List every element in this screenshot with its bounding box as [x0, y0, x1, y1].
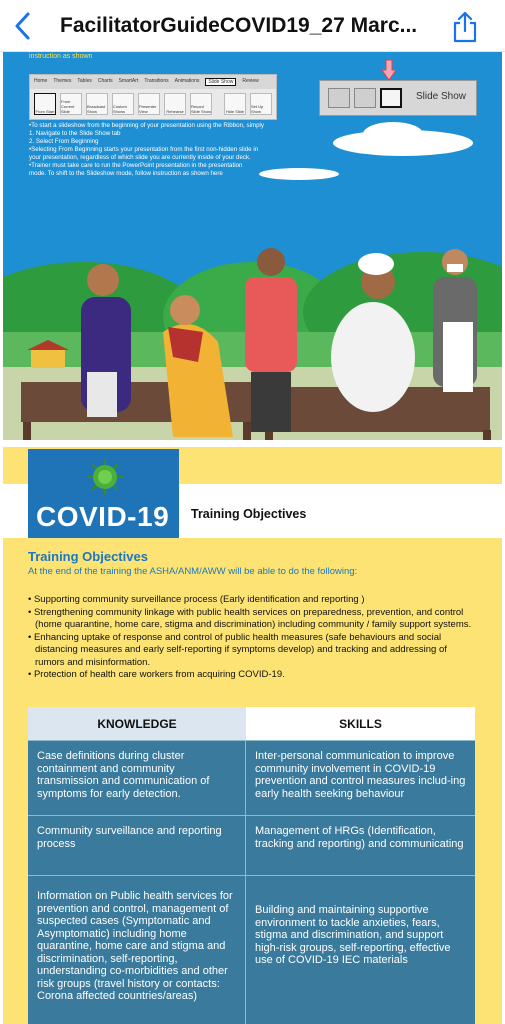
list-item: • Strengthening community linkage with public health services on preparedness, prevention, and control (home quarantine, home care, stigma and discrimination) including community / family support systems. [28, 606, 472, 630]
instruction-line: •Selecting From Beginning starts your presentation from the first non-hidden slide in [29, 146, 259, 153]
knowledge-skills-table [28, 707, 475, 1024]
instruction-line: 2. Select From Beginning [29, 138, 99, 145]
instruction-line: •Trainer must take care to run the PowerPoint presentation in the presentation [29, 162, 243, 169]
objectives-list [28, 594, 478, 682]
table-cell: Information on Public health services for prevention and control, management of suspected cases (Symptomatic and Asymptomatic) including home quarantine, home care and stigma and discrimination, self-reporting, understanding co-morbidities and other risk groups (travel history or contacts: Corona affected countries/areas) [28, 876, 246, 1024]
objectives-heading: Training Objectives [28, 549, 148, 564]
down-arrow-icon [382, 60, 396, 80]
cloud [363, 122, 423, 146]
ribbon-tab: Tables [77, 78, 92, 84]
instruction-line: mode. To shift to the Slideshow mode, follow instruction as shown here [29, 170, 223, 177]
slide-cutoff-text: instruction as shown [29, 53, 93, 60]
ribbon-tab: Home [34, 78, 48, 84]
ribbon-tab: Transitions [144, 78, 169, 84]
covid-logo [28, 449, 179, 538]
slide-slideshow-instructions [3, 52, 502, 440]
virus-icon [85, 457, 125, 497]
ribbon-tabs [30, 75, 276, 89]
table-row [28, 815, 475, 875]
back-button[interactable] [8, 10, 38, 42]
ribbon-hide-slide: Hide Slide [224, 93, 246, 115]
ribbon-from-start: From Start [34, 93, 56, 115]
slideshow-label: Slide Show [416, 91, 467, 102]
instruction-line: your presentation, regardless of which slide you are currently inside of your deck. [29, 154, 251, 161]
ribbon-presenter-view: Presenter View [138, 93, 160, 115]
village-illustration [3, 202, 502, 440]
share-button[interactable] [449, 10, 481, 44]
band-title: Training Objectives [191, 507, 307, 521]
ribbon-set-up-show: Set Up Show [250, 93, 272, 115]
table-cell: Management of HRGs (Identification, tracking and reporting) and communicating [255, 825, 464, 850]
ribbon-tab-slide-show: Slide Show [205, 78, 236, 86]
instructions [29, 122, 289, 178]
ribbon-custom-shows: Custom Shows [112, 93, 134, 115]
table-row [28, 740, 475, 815]
band-left [3, 484, 28, 538]
share-icon [452, 11, 478, 43]
document-title: FacilitatorGuideCOVID19_27 Marc... [60, 14, 418, 37]
ribbon-from-current: From Current Slide [60, 93, 82, 115]
ribbon-tab: Themes [53, 78, 72, 84]
list-item: • Supporting community surveillance process (Early identification and reporting ) [28, 594, 365, 605]
normal-view-icon [328, 88, 350, 108]
ribbon-tab: Charts [97, 78, 113, 84]
top-bar [0, 0, 505, 52]
table-row [28, 875, 475, 1024]
cloud [259, 168, 339, 180]
ribbon-tab: Review [242, 78, 259, 84]
ribbon-tab: SmartArt [118, 78, 139, 84]
ribbon-tab: Animations [174, 78, 200, 84]
sorter-view-icon [354, 88, 376, 108]
ribbon-record: Record Slide Show [190, 93, 212, 115]
column-header-skills: SKILLS [246, 707, 475, 740]
instruction-line: 1. Navigate to the Slide Show tab [29, 130, 121, 137]
covid-logo-text: COVID-19 [36, 501, 170, 532]
objectives-intro: At the end of the training the ASHA/ANM/AWW will be able to do the following: [28, 566, 358, 577]
ribbon-rehearse: Rehearse [164, 93, 186, 115]
table-cell: Community surveillance and reporting process [28, 816, 246, 875]
table-cell: Case definitions during cluster containment and community transmission and communication of symptoms for early detection. [28, 741, 246, 815]
ribbon-broadcast: Broadcast Show [86, 93, 108, 115]
ribbon-screenshot [29, 74, 277, 120]
column-header-knowledge: KNOWLEDGE [28, 707, 246, 740]
slide-training-objectives [3, 447, 502, 1024]
list-item: • Enhancing uptake of response and control of public health measures (safe behaviours and social distancing measures and early self-reporting if symptoms develop) and tracking and addressing of rumors and misinformation. [28, 631, 447, 668]
slideshow-view-icon [380, 88, 402, 108]
table-cell: Building and maintaining supportive environment to tackle anxieties, fears, stigma and discrimination, and support high-risk groups, self-reporting, effective use of COVID-19 IEC materials [255, 904, 451, 966]
chevron-left-icon [14, 12, 32, 40]
slideshow-view-panel [319, 80, 477, 116]
instruction-line: •To start a slideshow from the beginning of your presentation using the Ribbon, simply [29, 122, 265, 129]
list-item: • Protection of health care workers from acquiring COVID-19. [28, 669, 285, 680]
table-cell: Inter-personal communication to improve community involvement in COVID-19 prevention and control measures includ-ing early health seeking behaviour [255, 750, 466, 800]
table-header [28, 707, 475, 740]
